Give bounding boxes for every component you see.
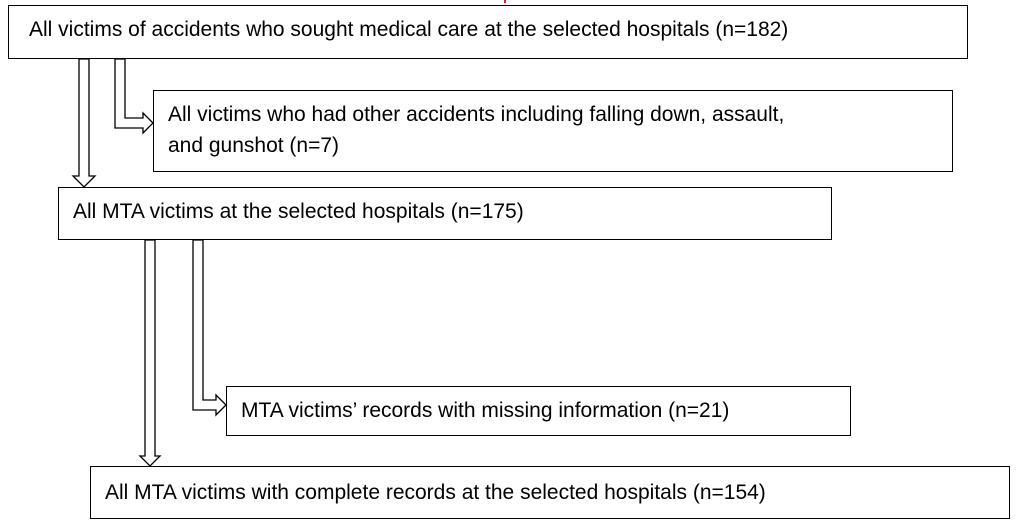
arrow-mta-to-complete xyxy=(140,240,160,466)
arrow-total-to-mta xyxy=(73,59,95,187)
box-excluded-other-accidents xyxy=(153,90,953,172)
mta-victims-text: All MTA victims at the selected hospitals (n=175) xyxy=(73,200,524,223)
missing-records-text: MTA victims’ records with missing information (n=21) xyxy=(241,399,730,422)
excluded-other-accidents-line1: All victims who had other accidents including falling down, assault, xyxy=(168,103,785,126)
box-total-victims xyxy=(8,5,968,59)
complete-records-text: All MTA victims with complete records at the selected hospitals (n=154) xyxy=(105,481,766,504)
total-victims-text: All victims of accidents who sought medical care at the selected hospitals (n=182) xyxy=(29,18,789,41)
arrow-mta-to-missing xyxy=(193,240,226,415)
box-mta-victims xyxy=(58,187,832,240)
box-complete-records xyxy=(90,466,1010,519)
excluded-other-accidents-line2: and gunshot (n=7) xyxy=(168,134,340,157)
arrow-total-to-excluded xyxy=(115,59,153,133)
box-excluded-missing-records xyxy=(226,386,851,436)
